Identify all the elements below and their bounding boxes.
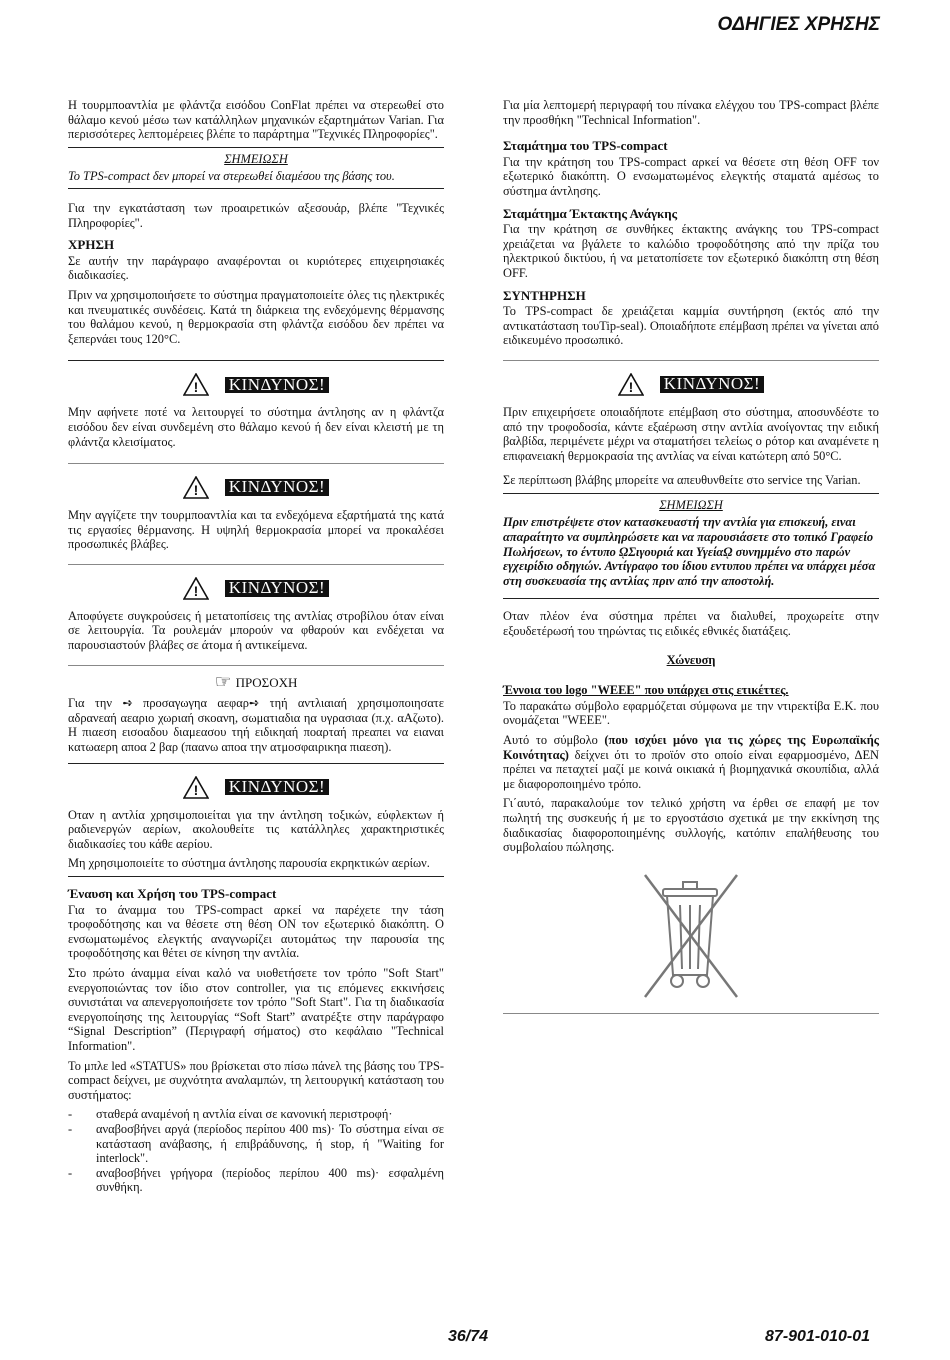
usage-heading: ΧΡΗΣΗ: [68, 237, 115, 253]
divider: [503, 1013, 879, 1014]
danger-label: ΚΙΝΔΥΝΟΣ!: [225, 377, 329, 394]
warning-triangle-icon: [183, 476, 209, 499]
warning-triangle-icon: [183, 577, 209, 600]
page-header-title: ΟΔΗΓΙΕΣ ΧΡΗΣΗΣ: [717, 14, 880, 35]
disposal-heading: Χώνευση: [666, 652, 716, 667]
divider: [503, 598, 879, 599]
caution-text: Για την ➺ προσαγωγηα αεφαρ➺ τηή αντλιαιαή χρησιμοποιησατε αδρανεαή αεαριο χωριαή σκοανη, σωματιαδια ηα υγρασιαα (π.χ. αΑζωτο). Η πιαεση εισοαδου διαμεασου τηή ειδικηαή ποαρταή πρεαπει να ειαναι κατωαερη αποα 2 βαρ (παανω αποα την ατμοσφαιρικηα πιαεση).: [68, 696, 444, 755]
weee-paragraph: Γι΄αυτό, παρακαλούμε τον τελικό χρήστη να έρθει σε επαφή με τον πωλητή της συσκευής ή με το εργοστάσιο σχετικά με την εκκίνηση της διαδικασίας διαφοροποιημένης συλλογής, κατόπιν επαλήθευσης του συμβολαίου πώλησης.: [503, 796, 879, 855]
divider: [68, 564, 444, 565]
list-item: - αναβοσβήνει αργά (περίοδος περίπου 400 ms)· Το σύστημα είναι σε κατάσταση ανάβασης, ή επιβράδυνσης, ή stop, ή "Waiting for interlock".: [68, 1122, 444, 1166]
document-code: 87-901-010-01: [765, 1328, 870, 1345]
divider: [68, 876, 444, 877]
start-paragraph: Το μπλε led «STATUS» που βρίσκεται στο πίσω πάνελ της βάσης του TPS-compact δείχνει, με συχνότητα αναλαμπών, τη λειτουργική κατάσταση του συστήματος:: [68, 1058, 444, 1102]
weee-text: δείχνει ότι το προϊόν στο οποίο είναι εφαρμοσμένο, ΔΕΝ πρέπει να πεταχτεί μαζί με κοινά οικιακά ή βιομηχανικά σκουπίδια, αλλά με διαφοροποιημένο τρόπο.: [503, 747, 879, 791]
disposal-paragraph: Οταν πλέον ένα σύστημα πρέπει να διαλυθεί, προχωρείτε στην εξουδετέρωσή του τηρώντας τις ειδικές εθνικές διατάξεις.: [503, 609, 879, 639]
danger-label: ΚΙΝΔΥΝΟΣ!: [225, 580, 329, 597]
divider: [68, 763, 444, 764]
start-paragraph: Στο πρώτο άναμμα είναι καλό να υιοθετήσετε τον τρόπο "Soft Start" ενεργοποιώντας τον ίδιο στον controller, για τις επόμενες εκκινήσεις συνιστάται να απενεργοποιήσετε τον τρόπο "Soft Start". Για τη διαδικασία ενεργοποίησης της λειτουργίας “Soft Start” ανατρέξτε στην παράγραφο “Signal Description” (Περιγραφή σήματος) στο κεφάλαιο "Technical Information".: [68, 965, 444, 1053]
pointing-hand-icon: ☞: [214, 671, 232, 693]
svg-text:!: !: [193, 781, 199, 798]
crossed-bin-icon: [633, 871, 749, 1001]
note-title: ΣΗΜΕΙΩΣΗ: [659, 497, 723, 512]
divider: [503, 360, 879, 361]
note-text: Το TPS-compact δεν μπορεί να στερεωθεί διαμέσου της βάσης του.: [68, 169, 395, 184]
warning-triangle-icon: [183, 373, 209, 396]
stop-paragraph: Για την κράτηση του TPS-compact αρκεί να θέσετε στη θέση OFF τον εξωτερικό διακόπτη. Ο ενσωματωμένος ελεγκτής σταματά αμέσως το σύστημα άντλησης.: [503, 154, 879, 198]
weee-heading: Έννοια του logo "WEEE" που υπάρχει στις ετικέττες.: [503, 683, 789, 698]
weee-bold-text: (που ισχύει μόνο για τις χώρες της Ευρωπαϊκής Κοινότητας): [503, 733, 879, 762]
divider: [68, 665, 444, 666]
danger-label: ΚΙΝΔΥΝΟΣ!: [225, 479, 329, 496]
svg-text:!: !: [628, 378, 634, 395]
svg-text:!: !: [193, 379, 199, 396]
weee-paragraph: Το παρακάτω σύμβολο εφαρμόζεται σύμφωνα με την ντιρεκτίβα Ε.Κ. που ονομάζεται "WEEE".: [503, 698, 879, 728]
note-title: ΣΗΜΕΙΩΣΗ: [224, 151, 288, 166]
left-column: [68, 98, 444, 1195]
list-item: - αναβοσβήνει γρήγορα (περίοδος περίπου 400 ms)· εσφαλμένη συνθήκη.: [68, 1166, 444, 1195]
danger-banner: [68, 776, 444, 799]
control-panel-paragraph: Για μία λεπτομερή περιγραφή του πίνακα ελέγχου του TPS-compact βλέπε την προσθήκη "Technical Information".: [503, 98, 879, 127]
service-paragraph: Σε περίπτωση βλάβης μπορείτε να απευθυνθείτε στο service της Varian.: [503, 473, 861, 488]
divider: [68, 360, 444, 361]
start-paragraph: Για το άναμμα του TPS-compact αρκεί να παρέχετε την τάση τροφοδότησης και να θέσετε στη θέση ON τον εξωτερικό διακόπτη. Ο ενσωματωμένος ελεγκτής αναγνωρίζει αυτομάτως την παρουσία της τροφοδότησης και θέτει σε κίνηση την αντλία.: [68, 902, 444, 961]
usage-paragraph: Πριν να χρησιμοποιήσετε το σύστημα πραγματοποιείτε όλες τις ηλεκτρικές και πνευματικές συνδέσεις. Κατά τη διάρκεια της ενδεχόμενης θέρμανσης του θαλάμου κενού, η θερμοκρασία στη φλάντζα εισόδου δεν πρέπει να ξεπερνάει τους 120°C.: [68, 287, 444, 346]
maintenance-paragraph: Το TPS-compact δε χρειάζεται καμμία συντήρηση (εκτός από την αντικατάσταση τουTip-seal). Οποιαδήποτε επέμβαση πρέπει να γίνεται από ειδικευμένο προσωπικό.: [503, 304, 879, 348]
warning-triangle-icon: [183, 776, 209, 799]
warning-triangle-icon: [618, 373, 644, 396]
page-number: 36/74: [448, 1328, 489, 1345]
emergency-heading: Σταμάτημα Έκτακτης Ανάγκης: [503, 205, 678, 221]
weee-paragraph: [503, 733, 879, 791]
caution-banner: [68, 671, 444, 693]
maintenance-heading: ΣΥΝΤΗΡΗΣΗ: [503, 287, 586, 303]
weee-logo: [503, 871, 879, 1001]
start-heading: Έναυση και Χρήση του TPS-compact: [68, 886, 277, 901]
status-list: [68, 1107, 444, 1195]
danger-banner: [68, 577, 444, 600]
stop-heading: Σταμάτημα του TPS-compact: [503, 138, 668, 154]
right-column: [503, 98, 879, 1020]
weee-text: Αυτό το σύμβολο: [503, 733, 598, 747]
emergency-paragraph: Για την κράτηση σε συνθήκες έκτακτης ανάγκης του TPS-compact χρειάζεται να βγάλετε το καλώδιο τροφοδότησης από την πρίζα του ηλεκτρικού δικτύου, ή να μετατοπίσετε τον εξωτερικό διακόπτη στη θέση OFF.: [503, 222, 879, 280]
intro-paragraph: Η τουρμποαντλία με φλάντζα εισόδου ConFlat πρέπει να στερεωθεί στο θάλαμο κενού μέσω των κατάλληλων μηχανικών εξαρτημάτων Varian. Για περισσότερες λεπτομέρειες βλέπε το παράρτημα "Τεχνικές Πληροφορίες".: [68, 98, 444, 142]
danger-banner: [68, 373, 444, 396]
danger-text: Πριν επιχειρήσετε οποιαδήποτε επέμβαση στο σύστημα, αποσυνδέστε το από την τροφοδοσία, κάντε εξαέρωση στην αντλία ανοίγοντας την ειδική βαλβίδα, περιμένετε μέχρι να σταματήσει τελείως ο ρότορ και αναμένετε η επιφανειακή θερμοκρασία της αντλίας να είναι κατώτερη από 50°C.: [503, 404, 879, 463]
danger-banner: [503, 373, 879, 396]
divider: [68, 188, 444, 189]
list-item: - σταθερά αναμένοή η αντλία είναι σε κανονική περιστροφή·: [68, 1107, 444, 1122]
danger-text: Μη χρησιμοποιείτε το σύστημα άντλησης παρουσία εκρηκτικών αερίων.: [68, 856, 430, 871]
danger-text: Οταν η αντλία χρησιμοποιείται για την άντληση τοξικών, εύφλεκτων ή ραδιενεργών αερίων, ακολουθείτε τις κατάλληλες χαρακτηριστικές διαδικασίες του κάθε αερίου.: [68, 807, 444, 851]
danger-text: Μην αφήνετε ποτέ να λειτουργεί το σύστημα άντλησης αν η φλάντζα εισόδου δεν είναι συνδεμένη στο θάλαμο κενού ή δεν είναι κλειστή με τη φλάντζα κλεισίματος.: [68, 405, 444, 449]
caution-label: ΠΡΟΣΟΧΗ: [235, 674, 298, 690]
svg-text:!: !: [193, 482, 199, 499]
divider: [503, 493, 879, 494]
danger-banner: [68, 476, 444, 499]
svg-text:!: !: [193, 582, 199, 599]
accessories-paragraph: Για την εγκατάσταση των προαιρετικών αξεσουάρ, βλέπε "Τεχνικές Πληροφορίες".: [68, 200, 444, 230]
usage-paragraph: Σε αυτήν την παράγραφο αναφέρονται οι κυριότερες επιχειρησιακές διαδικασίες.: [68, 253, 444, 283]
danger-label: ΚΙΝΔΥΝΟΣ!: [225, 779, 329, 796]
divider: [68, 463, 444, 464]
danger-text: Μην αγγίζετε την τουρμποαντλία και τα ενδεχόμενα εξαρτήματά της κατά τις εργασίες θέρμανσης. Η υψηλή θερμοκρασία μπορεί να προκαλέσει προσωπικές βλάβες.: [68, 508, 444, 552]
note-text: Πριν επιστρέψετε στον κατασκευαστή την αντλία για επισκευή, ειναι απαραίτητο να συμπληρώσετε και να παρουσιάσετε στο τοπικό Γραφείο Πωλήσεων, το έντυπο ῼΣιγουριά και Υγείαῼ συνημμένο στο παρών εγχειρίδιο οδηγιών. Αντίγραφο του ίδιου εντυπου πρέπει να υπάρχει μέσα στη συσκευασία της αντλίας πριν από την αποστολή.: [503, 515, 876, 588]
danger-label: ΚΙΝΔΥΝΟΣ!: [660, 376, 764, 393]
divider: [68, 147, 444, 148]
danger-text: Αποφύγετε συγκρούσεις ή μετατοπίσεις της αντλίας στροβίλου όταν είναι σε λειτουργία. Τα ρουλεμάν μπορούν να φθαρούν και ενδέχεται να παρουσιαστούν βλάβες σε άτομα ή αντικείμενα.: [68, 608, 444, 653]
